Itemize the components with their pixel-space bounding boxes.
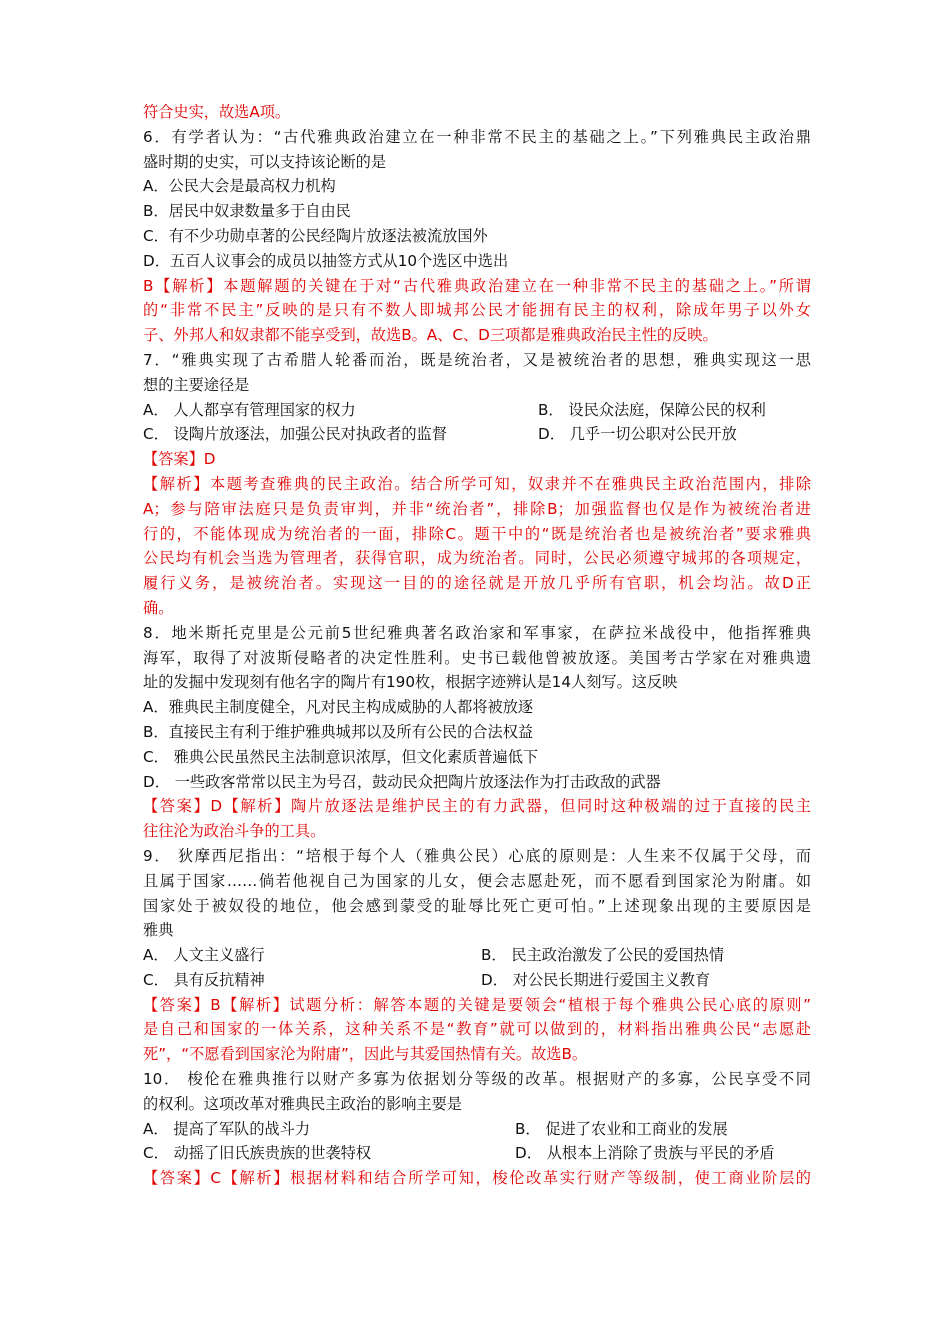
question-10-options-ab: [143, 1117, 811, 1142]
question-8-option-a: A．雅典民主制度健全，凡对民主构成威胁的人都将被放逐: [143, 698, 534, 717]
question-7-option-c: C． 设陶片放逐法，加强公民对执政者的监督: [143, 425, 447, 444]
question-6-analysis: B【解析】本题解题的关键在于对“古代雅典政治建立在一种非常不民主的基础之上。”所谓: [143, 276, 811, 295]
question-7-option-a: A． 人人都享有管理国家的权力: [143, 400, 356, 419]
question-6-analysis-end: 子、外邦人和奴隶都不能享受到，故选B。A、C、D三项都是雅典政治民主性的反映。: [143, 326, 718, 345]
question-7-analysis-5: 履行义务，是被统治者。实现这一目的的途径就是开放几乎所有官职，机会均沾。故D正: [143, 574, 811, 593]
question-10-stem-cont: 的权利。这项改革对雅典民主政治的影响主要是: [143, 1094, 462, 1113]
question-7-answer: 【答案】D: [143, 450, 216, 469]
question-9-stem: 9． 狄摩西尼指出：“培根于每个人（雅典公民）心底的原则是：人生来不仅属于父母，而: [143, 846, 811, 865]
question-9-stem-2: 且属于国家……倘若他视自己为国家的儿女，便会志愿赴死，而不愿看到国家沦为附庸。如: [143, 871, 811, 890]
question-8-stem-2: 海军，取得了对波斯侵略者的决定性胜利。史书已载他曾被放逐。美国考古学家在对雅典遗: [143, 648, 811, 667]
question-7-analysis-2: A；参与陪审法庭只是负责审判，并非“统治者”，排除B；加强监督也仅是作为被统治者进: [143, 499, 811, 518]
question-9-answer-analysis: 【答案】B【解析】试题分析：解答本题的关键是要领会“植根于每个雅典公民心底的原则”: [143, 995, 811, 1014]
question-9-options-cd: [143, 968, 811, 993]
question-10-option-c: C． 动摇了旧氏族贵族的世袭特权: [143, 1144, 372, 1163]
question-8-stem-3: 址的发掘中发现刻有他名字的陶片有190枚，根据字迹辨认是14人刻写。这反映: [143, 673, 678, 692]
question-8-option-b: B．直接民主有利于维护雅典城邦以及所有公民的合法权益: [143, 722, 534, 741]
question-7-analysis: 【解析】本题考查雅典的民主政治。结合所学可知，奴隶并不在雅典民主政治范围内，排除: [143, 474, 811, 493]
question-9-stem-end: 雅典: [143, 921, 174, 940]
question-10-options-cd: [143, 1141, 811, 1166]
question-7-options-ab: [143, 398, 811, 423]
question-9-stem-3: 国家处于被奴役的地位，他会感到蒙受的耻辱比死亡更可怕。”上述现象出现的主要原因是: [143, 896, 811, 915]
question-9-analysis-2: 是自己和国家的一体关系，这种关系不是“教育”就可以做到的，材料指出雅典公民“志愿赴: [143, 1020, 811, 1039]
question-6-option-d: D．五百人议事会的成员以抽签方式从10个选区中选出: [143, 251, 509, 270]
question-9-option-a: A． 人文主义盛行: [143, 946, 265, 965]
question-8-answer-analysis: 【答案】D【解析】陶片放逐法是维护民主的有力武器，但同时这种极端的过于直接的民主: [143, 797, 811, 816]
question-7-option-d: D． 几乎一切公职对公民开放: [538, 425, 737, 444]
question-7-stem-cont: 想的主要途径是: [143, 375, 250, 394]
answer-tail-q5: 符合史实，故选A项。: [143, 103, 291, 121]
question-6-stem: 6．有学者认为：“古代雅典政治建立在一种非常不民主的基础之上。”下列雅典民主政治鼎: [143, 127, 811, 146]
question-6-stem-cont: 盛时期的史实，可以支持该论断的是: [143, 152, 386, 171]
question-9-option-c: C． 具有反抗精神: [143, 970, 265, 989]
question-7-analysis-3: 行的，不能体现成为统治者的一面，排除C。题干中的“既是统治者也是被统治者”要求雅典: [143, 524, 811, 543]
question-6-option-b: B．居民中奴隶数量多于自由民: [143, 202, 351, 221]
question-8-analysis-end: 往往沦为政治斗争的工具。: [143, 822, 326, 841]
question-8-option-d: D． 一些政客常常以民主为号召，鼓动民众把陶片放逐法作为打击政敌的武器: [143, 772, 661, 791]
question-7-options-cd: [143, 422, 811, 447]
question-7-analysis-4: 公民均有机会当选为管理者，获得官职，成为统治者。同时，公民必须遵守城邦的各项规定，: [143, 549, 811, 568]
question-7-stem: 7．“雅典实现了古希腊人轮番而治，既是统治者，又是被统治者的思想，雅典实现这一思: [143, 350, 811, 369]
question-8-stem: 8．地米斯托克里是公元前5世纪雅典著名政治家和军事家，在萨拉米战役中，他指挥雅典: [143, 623, 811, 642]
question-10-option-a: A． 提高了军队的战斗力: [143, 1119, 311, 1138]
question-8-option-c: C． 雅典公民虽然民主法制意识浓厚，但文化素质普遍低下: [143, 747, 539, 766]
question-10-answer-analysis: 【答案】C【解析】根据材料和结合所学可知，梭伦改革实行财产等级制，使工商业阶层的: [143, 1169, 811, 1188]
question-6-option-c: C．有不少功勋卓著的公民经陶片放逐法被流放国外: [143, 226, 488, 245]
question-7-option-b: B． 设民众法庭，保障公民的权利: [538, 400, 766, 419]
question-9-options-ab: [143, 943, 811, 968]
question-10-option-b: B． 促进了农业和工商业的发展: [515, 1119, 728, 1138]
question-9-analysis-end: 死”，“不愿看到国家沦为附庸”，因此与其爱国热情有关。故选B。: [143, 1045, 588, 1064]
question-7-analysis-end: 确。: [143, 598, 174, 617]
question-10-stem: 10． 梭伦在雅典推行以财产多寡为依据划分等级的改革。根据财产的多寡，公民享受不同: [143, 1070, 811, 1089]
question-6-analysis-cont: 的“非常不民主”反映的是只有不数人即城邦公民才能拥有民主的权利，除成年男子以外女: [143, 301, 811, 320]
document-page: [143, 100, 811, 1191]
question-6-option-a: A．公民大会是最高权力机构: [143, 177, 336, 196]
question-9-option-b: B． 民主政治激发了公民的爱国热情: [481, 946, 725, 965]
question-10-option-d: D． 从根本上消除了贵族与平民的矛盾: [515, 1144, 775, 1163]
question-9-option-d: D． 对公民长期进行爱国主义教育: [481, 970, 711, 989]
